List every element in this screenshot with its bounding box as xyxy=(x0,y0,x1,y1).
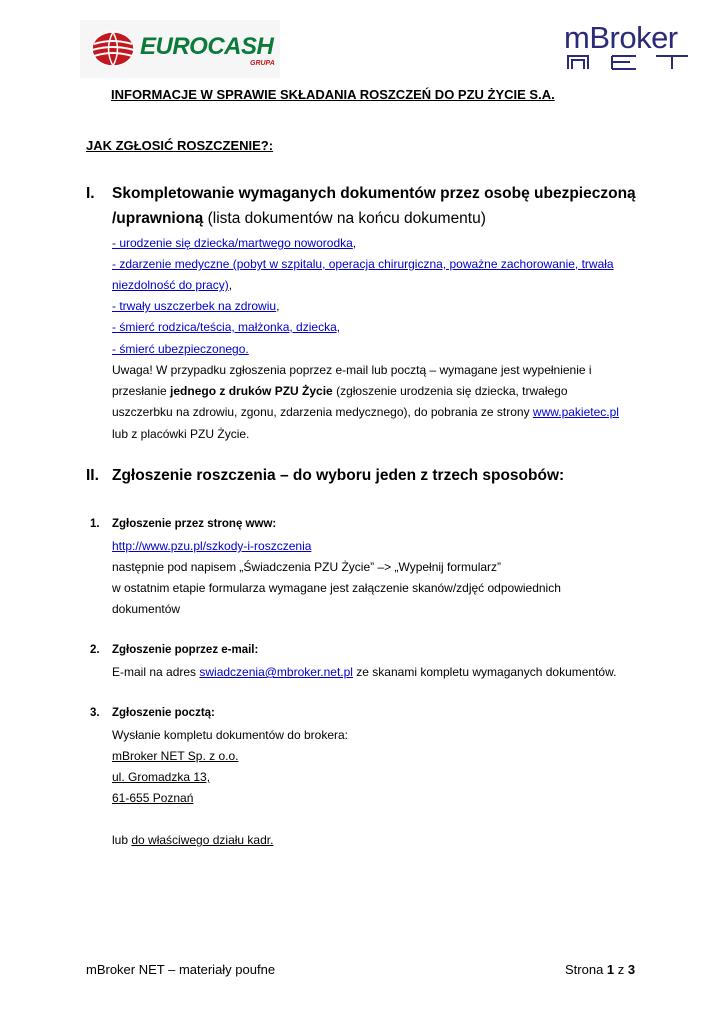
method-number: 2. xyxy=(90,644,100,656)
pakietec-link[interactable]: www.pakietec.pl xyxy=(532,405,619,419)
doc-link-family-death[interactable]: - śmierć rodzica/teścia, małżonka, dziecka, xyxy=(112,320,341,334)
method-number: 3. xyxy=(90,707,100,719)
section1-heading-rest: (lista dokumentów na końcu dokumentu) xyxy=(203,210,486,227)
list-item xyxy=(112,342,249,356)
method-title: Zgłoszenie pocztą: xyxy=(112,707,215,719)
section1-heading: Skompletowanie wymaganych dokumentów przez osobę ubezpieczoną xyxy=(112,185,636,202)
section2-heading: Zgłoszenie roszczenia – do wyboru jeden z trzech sposobów: xyxy=(112,467,565,484)
method-text: następnie pod napisem „Świadczenia PZU Życie” –> „Wypełnij formularz” xyxy=(112,560,502,574)
doc-link-injury[interactable]: - trwały uszczerbek na zdrowiu xyxy=(112,299,277,313)
note-line: uszczerbku na zdrowiu, zgonu, zdarzenia medycznego), do pobrania ze strony www.pakietec.pl xyxy=(112,405,619,419)
list-item: - urodzenie się dziecka/martwego noworodka, xyxy=(112,236,357,250)
doc-link-insured-death[interactable]: - śmierć ubezpieczonego. xyxy=(112,342,249,356)
section1-heading-bold: /uprawnioną xyxy=(112,210,204,227)
note-line: Uwaga! W przypadku zgłoszenia poprzez e-mail lub pocztą – wymagane jest wypełnienie i xyxy=(112,363,592,377)
note-line: lub z placówki PZU Życie. xyxy=(112,427,250,441)
note-line: przesłanie jednego z druków PZU Życie (zgłoszenie urodzenia się dziecka, trwałego xyxy=(112,384,568,398)
section1-number: I. xyxy=(86,185,95,202)
pzu-claims-link[interactable]: http://www.pzu.pl/szkody-i-roszczenia xyxy=(112,539,312,553)
eurocash-sub: GRUPA xyxy=(250,60,275,67)
method-title: Zgłoszenie przez stronę www: xyxy=(112,518,277,530)
address-line: ul. Gromadzka 13, xyxy=(112,770,211,784)
address-line: mBroker NET Sp. z o.o. xyxy=(112,749,239,763)
eurocash-logo xyxy=(80,20,280,78)
address-line: 61-655 Poznań xyxy=(112,791,194,805)
email-link[interactable]: swiadczenia@mbroker.net.pl xyxy=(199,665,353,679)
section2-number: II. xyxy=(86,467,99,484)
mbroker-logo xyxy=(562,20,694,74)
mbroker-wordmark: mBroker xyxy=(564,20,678,55)
pzu-link xyxy=(112,539,311,553)
page-title: INFORMACJE W SPRAWIE SKŁADANIA ROSZCZEŃ DO PZU ŻYCIE S.A. xyxy=(111,87,555,102)
page-number: Strona 1 z 3 xyxy=(565,962,636,977)
net-wordmark xyxy=(566,54,690,70)
globe-icon xyxy=(90,29,136,69)
method-title: Zgłoszenie poprzez e-mail: xyxy=(112,644,259,656)
list-item: - trwały uszczerbek na zdrowiu, xyxy=(112,299,280,313)
list-item xyxy=(112,257,614,271)
list-item xyxy=(112,320,340,334)
doc-link-birth[interactable]: - urodzenie się dziecka/martwego noworodka xyxy=(112,236,353,250)
doc-link-medical[interactable]: - zdarzenie medyczne (pobyt w szpitalu, operacja chirurgiczna, poważne zachorowanie, trwała xyxy=(112,257,614,271)
method-text: E-mail na adres swiadczenia@mbroker.net.pl ze skanami kompletu wymaganych dokumentów. xyxy=(112,665,617,679)
method-number: 1. xyxy=(90,518,100,530)
method-text: w ostatnim etapie formularza wymagane jest załączenie skanów/zdjęć odpowiednich xyxy=(112,581,561,595)
note-bold: jednego z druków PZU Życie xyxy=(170,384,333,398)
subtitle: JAK ZGŁOSIĆ ROSZCZENIE?: xyxy=(86,138,274,153)
footer-left: mBroker NET – materiały poufne xyxy=(86,962,276,977)
method-text: dokumentów xyxy=(112,602,181,616)
section1-heading-line2 xyxy=(112,210,486,228)
method-text: lub do właściwego działu kadr. xyxy=(112,833,274,847)
list-item: niezdolność do pracy), xyxy=(112,278,233,292)
eurocash-wordmark: EUROCASH xyxy=(140,33,274,60)
doc-link-medical-cont[interactable]: niezdolność do pracy) xyxy=(112,278,229,292)
hr-dept-text: do właściwego działu kadr. xyxy=(131,833,274,847)
method-text: Wysłanie kompletu dokumentów do brokera: xyxy=(112,728,349,742)
